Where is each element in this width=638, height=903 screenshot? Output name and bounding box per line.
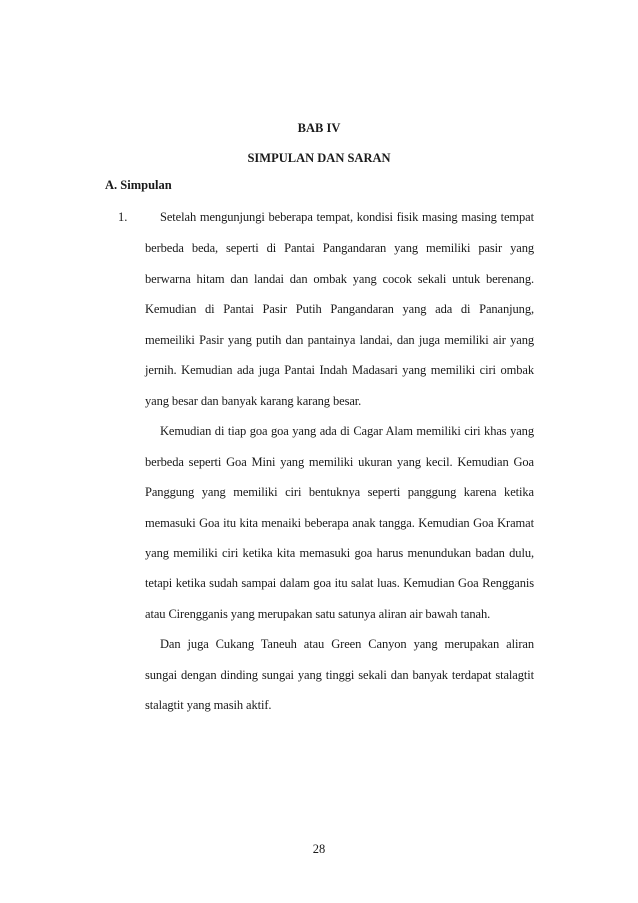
page-number: 28 [312, 842, 326, 856]
list-item-number: 1. [118, 210, 128, 224]
paragraph-line: memasuki Goa itu kita menaiki beberapa anak tangga. Kemudian Goa Kramat [145, 516, 534, 530]
paragraph-line: memeiliki Pasir yang putih dan pantainya landai, dan juga memiliki air yang [145, 333, 534, 347]
paragraph-line: berbeda seperti Goa Mini yang memiliki ukuran yang kecil. Kemudian Goa [145, 455, 534, 469]
chapter-label: BAB IV [297, 121, 341, 135]
paragraph-line: tetapi ketika sudah sampai dalam goa itu salat luas. Kemudian Goa Rengganis [145, 576, 534, 590]
paragraph-line: atau Cirengganis yang merupakan satu satunya aliran air bawah tanah. [145, 607, 491, 621]
section-heading: A. Simpulan [105, 178, 172, 192]
paragraph-line: stalagtit yang masih aktif. [145, 698, 272, 712]
paragraph-line: Kemudian di Pantai Pasir Putih Pangandaran yang ada di Pananjung, [145, 302, 534, 316]
paragraph-line: berwarna hitam dan landai dan ombak yang cocok sekali untuk berenang. [145, 272, 534, 286]
paragraph-line: sungai dengan dinding sungai yang tinggi sekali dan banyak terdapat stalagtit [145, 668, 534, 682]
chapter-title: SIMPULAN DAN SARAN [247, 151, 391, 165]
paragraph-line: yang memiliki ciri ketika kita memasuki goa harus menundukan badan dulu, [145, 546, 534, 560]
paragraph-line: Dan juga Cukang Taneuh atau Green Canyon yang merupakan aliran [160, 637, 534, 651]
paragraph-line: Setelah mengunjungi beberapa tempat, kondisi fisik masing masing tempat [160, 210, 534, 224]
paragraph-line: yang besar dan banyak karang karang besar. [145, 394, 362, 408]
paragraph-line: berbeda beda, seperti di Pantai Pangandaran yang memiliki pasir yang [145, 241, 534, 255]
paragraph-line: Panggung yang memiliki ciri bentuknya seperti panggung karena ketika [145, 485, 534, 499]
paragraph-line: Kemudian di tiap goa goa yang ada di Cagar Alam memiliki ciri khas yang [160, 424, 534, 438]
paragraph-line: jernih. Kemudian ada juga Pantai Indah Madasari yang memiliki ciri ombak [145, 363, 534, 377]
